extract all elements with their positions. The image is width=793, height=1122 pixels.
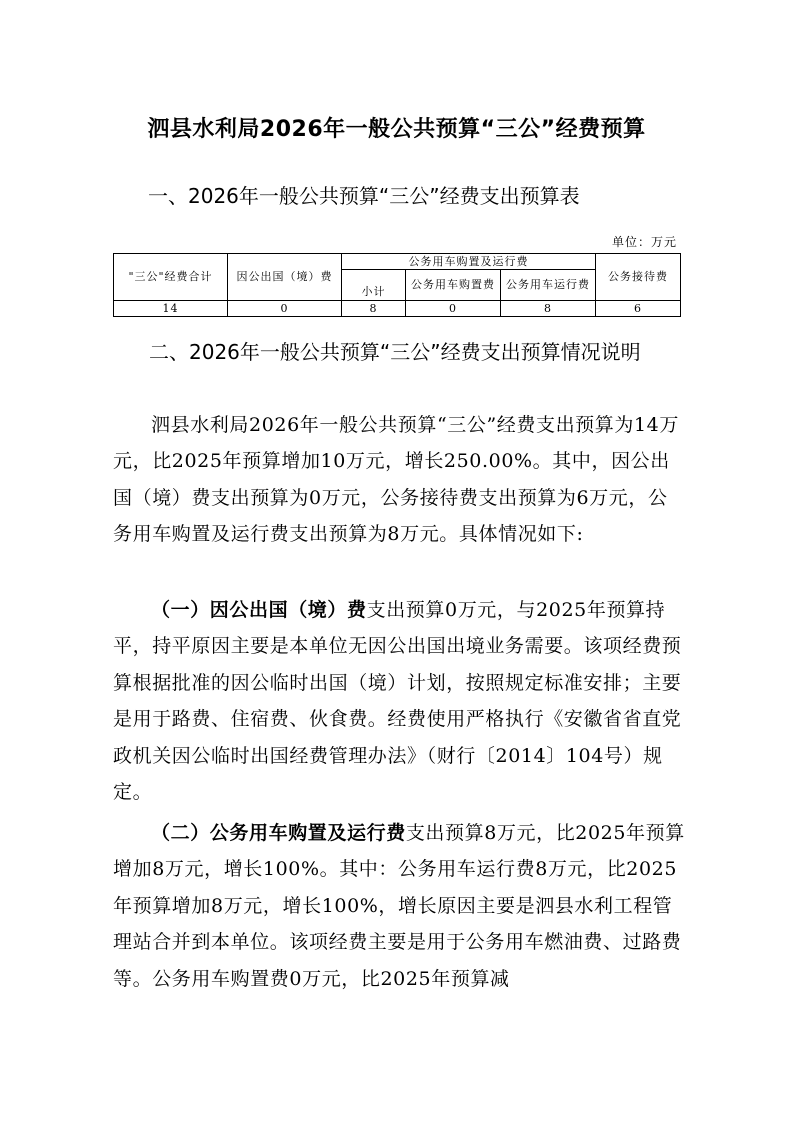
value-vehicle-operation: 8 (501, 301, 596, 317)
header-abroad: 因公出国（境）费 (228, 254, 342, 301)
paragraph-vehicle (113, 815, 685, 997)
paragraph-vehicle-heading: （二）公务用车购置及运行费 (151, 822, 406, 844)
paragraph-summary: 泗县水利局2026年一般公共预算“三公”经费支出预算为14万元，比2025年预算增加10万元，增长250.00%。其中，因公出国（境）费支出预算为0万元，公务接待费支出预算为6万元，公务用车购置及运行费支出预算为8万元。具体情况如下: (113, 414, 679, 546)
header-vehicle-purchase: 公务用车购置费 (406, 270, 501, 301)
paragraph-abroad-text: 支出预算0万元，与2025年预算持平，持平原因主要是本单位无因公出国出境业务需要。该项经费预算根据批准的因公临时出国（境）计划，按照规定标准安排；主要是用于路费、住宿费、伙食费。经费使用严格执行《安徽省省直党政机关因公临时出国经费管理办法》（财行〔2014〕104号）规定。 (113, 599, 682, 804)
header-reception: 公务接待费 (596, 254, 681, 301)
value-reception: 6 (596, 301, 681, 317)
header-vehicle-operation: 公务用车运行费 (501, 270, 596, 301)
value-vehicle-purchase: 0 (406, 301, 501, 317)
budget-table (113, 253, 681, 317)
header-vehicle-group: 公务用车购置及运行费 (342, 254, 596, 270)
value-subtotal: 8 (342, 301, 406, 317)
header-total: "三公"经费合计 (114, 254, 228, 301)
section2-heading: 二、2026年一般公共预算“三公”经费支出预算情况说明 (149, 340, 641, 364)
document-title: 泗县水利局2026年一般公共预算“三公”经费预算 (147, 117, 646, 142)
value-total: 14 (114, 301, 228, 317)
paragraph-abroad-heading: （一）因公出国（境）费 (151, 599, 367, 621)
paragraph-abroad (113, 592, 685, 810)
header-subtotal: 小计 (342, 270, 406, 301)
value-abroad: 0 (228, 301, 342, 317)
section1-heading: 一、2026年一般公共预算“三公”经费支出预算表 (148, 184, 580, 208)
paragraph-vehicle-text: 支出预算8万元，比2025年预算增加8万元，增长100%。其中：公务用车运行费8万元，比2025年预算增加8万元，增长100%，增长原因主要是泗县水利工程管理站合并到本单位。该项经费主要是用于公务用车燃油费、过路费等。公务用车购置费0万元，比2025年预算减 (113, 822, 685, 990)
unit-label: 单位：万元 (611, 235, 677, 249)
